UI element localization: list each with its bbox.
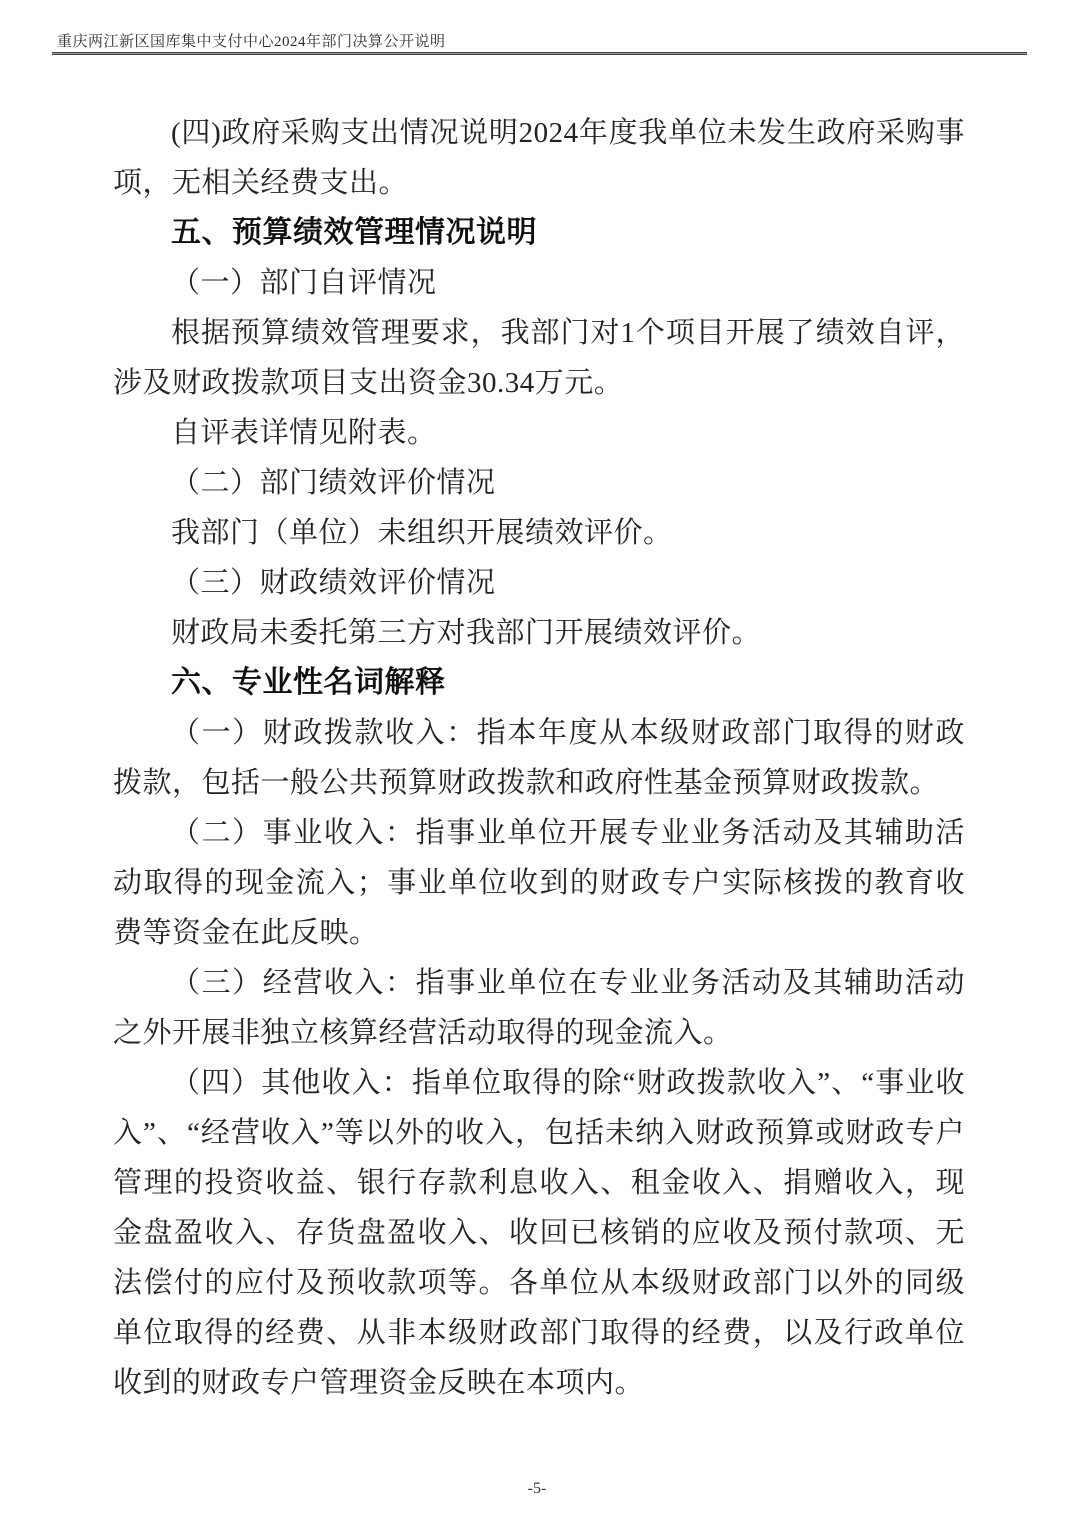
paragraph-term-fiscal-appropriation-income: （一）财政拨款收入：指本年度从本级财政部门取得的财政拨款，包括一般公共预算财政拨款和政府性基金预算财政拨款。 [113, 717, 965, 799]
paragraph-finance-performance-evaluation-detail: 财政局未委托第三方对我部门开展绩效评价。 [171, 617, 762, 649]
subheading-dept-performance-evaluation: （二）部门绩效评价情况 [171, 467, 496, 499]
paragraph-term-other-income: （四）其他收入：指单位取得的除“财政拨款收入”、“事业收入”、“经营收入”等以外的收入，包括未纳入财政预算或财政专户管理的投资收益、银行存款利息收入、租金收入、捐赠收入，现金盘盈收入、存货盘盈收入、收回已核销的应收及预付款项、无法偿付的应付及预收款项等。各单位从本级财政部门以外的同级单位取得的经费、从非本级财政部门取得的经费，以及行政单位收到的财政专户管理资金反映在本项内。 [113, 1067, 965, 1399]
page-footer [0, 1480, 1074, 1498]
subheading-finance-performance-evaluation: （三）财政绩效评价情况 [171, 567, 496, 599]
paragraph-dept-performance-evaluation-detail: 我部门（单位）未组织开展绩效评价。 [171, 517, 673, 549]
page-number: -5- [527, 1480, 547, 1497]
header-title: 重庆两江新区国库集中支付中心2024年部门决算公开说明 [57, 34, 446, 50]
paragraph-term-business-income: （二）事业收入：指事业单位开展专业业务活动及其辅助活动取得的现金流入；事业单位收到的财政专户实际核拨的教育收费等资金在此反映。 [113, 817, 965, 949]
paragraph-self-evaluation-table-note: 自评表详情见附表。 [171, 417, 437, 449]
section-heading-budget-performance: 五、预算绩效管理情况说明 [171, 216, 537, 249]
document-body [113, 108, 965, 1408]
section-heading-terminology: 六、专业性名词解释 [171, 666, 446, 699]
header-rule [52, 52, 1027, 55]
paragraph-gov-procurement-note: (四)政府采购支出情况说明2024年度我单位未发生政府采购事项，无相关经费支出。 [113, 117, 965, 199]
paragraph-self-evaluation-detail: 根据预算绩效管理要求，我部门对1个项目开展了绩效自评，涉及财政拨款项目支出资金30.34万元。 [113, 317, 965, 399]
subheading-dept-self-evaluation: （一）部门自评情况 [171, 267, 437, 299]
paragraph-term-operating-income: （三）经营收入：指事业单位在专业业务活动及其辅助活动之外开展非独立核算经营活动取得的现金流入。 [113, 967, 965, 1049]
